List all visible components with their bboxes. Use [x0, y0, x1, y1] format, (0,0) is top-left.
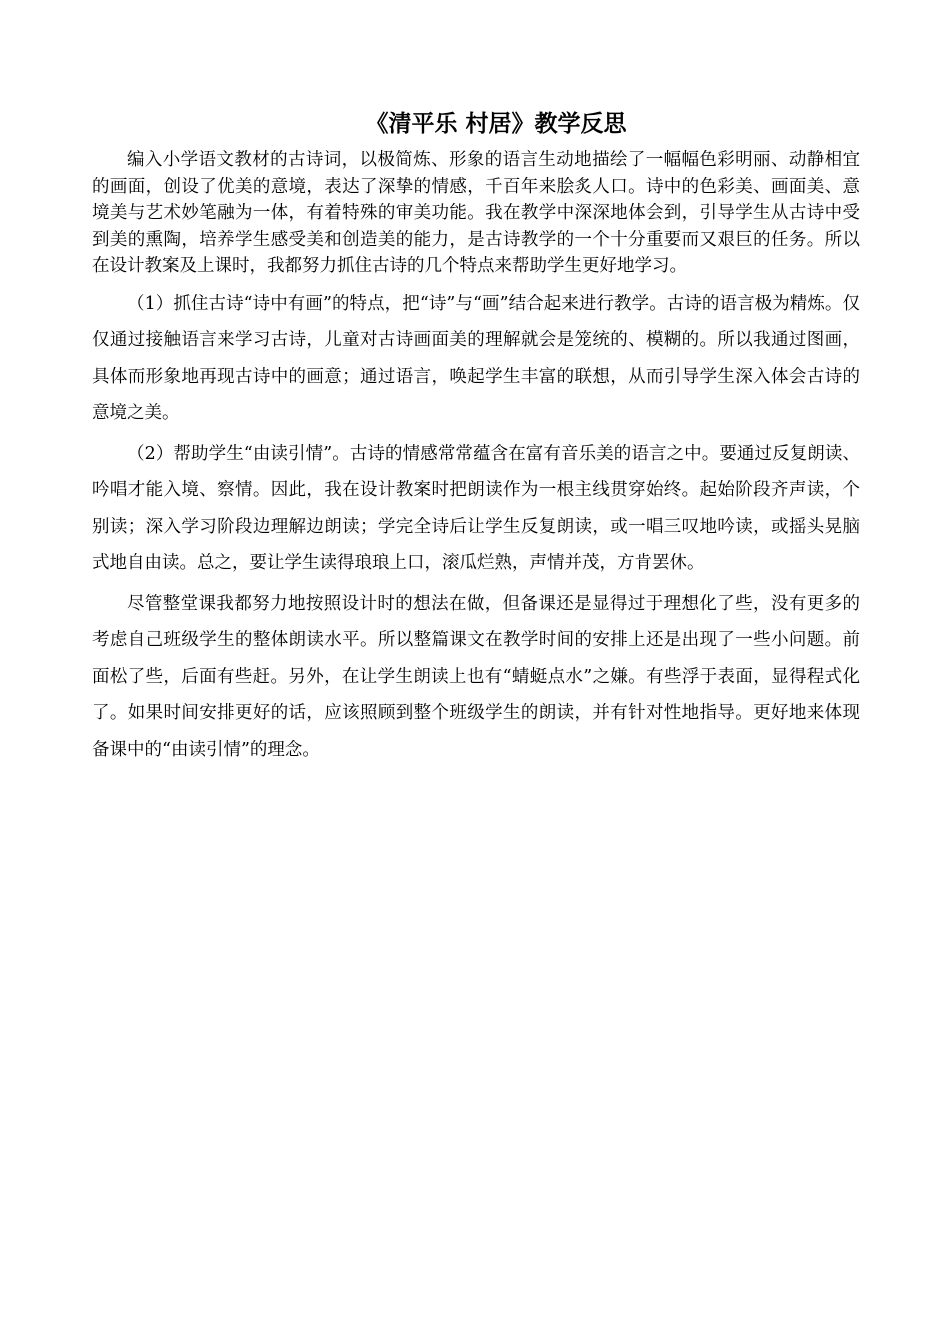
- document-title: 《清平乐 村居》教学反思: [365, 111, 627, 137]
- paragraph-intro: 编入小学语文教材的古诗词，以极简炼、形象的语言生动地描绘了一幅幅色彩明丽、动静相宜的画面，创设了优美的意境，表达了深挚的情感，千百年来脍炙人口。诗中的色彩美、画面美、意境美与艺术妙笔融为一体，有着特殊的审美功能。我在教学中深深地体会到，引导学生从古诗中受到美的熏陶，培养学生感受美和创造美的能力，是古诗教学的一个十分重要而又艰巨的任务。所以在设计教案及上课时，我都努力抓住古诗的几个特点来帮助学生更好地学习。: [92, 150, 860, 276]
- paragraph-point-2: （2）帮助学生“由读引情”。古诗的情感常常蕴含在富有音乐美的语言之中。要通过反复朗读、吟唱才能入境、察情。因此，我在设计教案时把朗读作为一根主线贯穿始终。起始阶段齐声读，个别读；深入学习阶段边理解边朗读；学完全诗后让学生反复朗读，或一唱三叹地吟读，或摇头晃脑式地自由读。总之，要让学生读得琅琅上口，滚瓜烂熟，声情并茂，方肯罢休。: [92, 443, 860, 573]
- paragraph-point-1: （1）抓住古诗“诗中有画”的特点，把“诗”与“画”结合起来进行教学。古诗的语言极为精炼。仅仅通过接触语言来学习古诗，儿童对古诗画面美的理解就会是笼统的、模糊的。所以我通过图画，具体而形象地再现古诗中的画意；通过语言，唤起学生丰富的联想，从而引导学生深入体会古诗的意境之美。: [92, 293, 860, 423]
- document-page: [92, 105, 860, 772]
- paragraph-reflection: 尽管整堂课我都努力地按照设计时的想法在做，但备课还是显得过于理想化了些，没有更多的考虑自己班级学生的整体朗读水平。所以整篇课文在教学时间的安排上还是出现了一些小问题。前面松了些，后面有些赶。另外，在让学生朗读上也有“蜻蜓点水”之嫌。有些浮于表面，显得程式化了。如果时间安排更好的话，应该照顾到整个班级学生的朗读，并有针对性地指导。更好地来体现备课中的“由读引情”的理念。: [92, 593, 860, 760]
